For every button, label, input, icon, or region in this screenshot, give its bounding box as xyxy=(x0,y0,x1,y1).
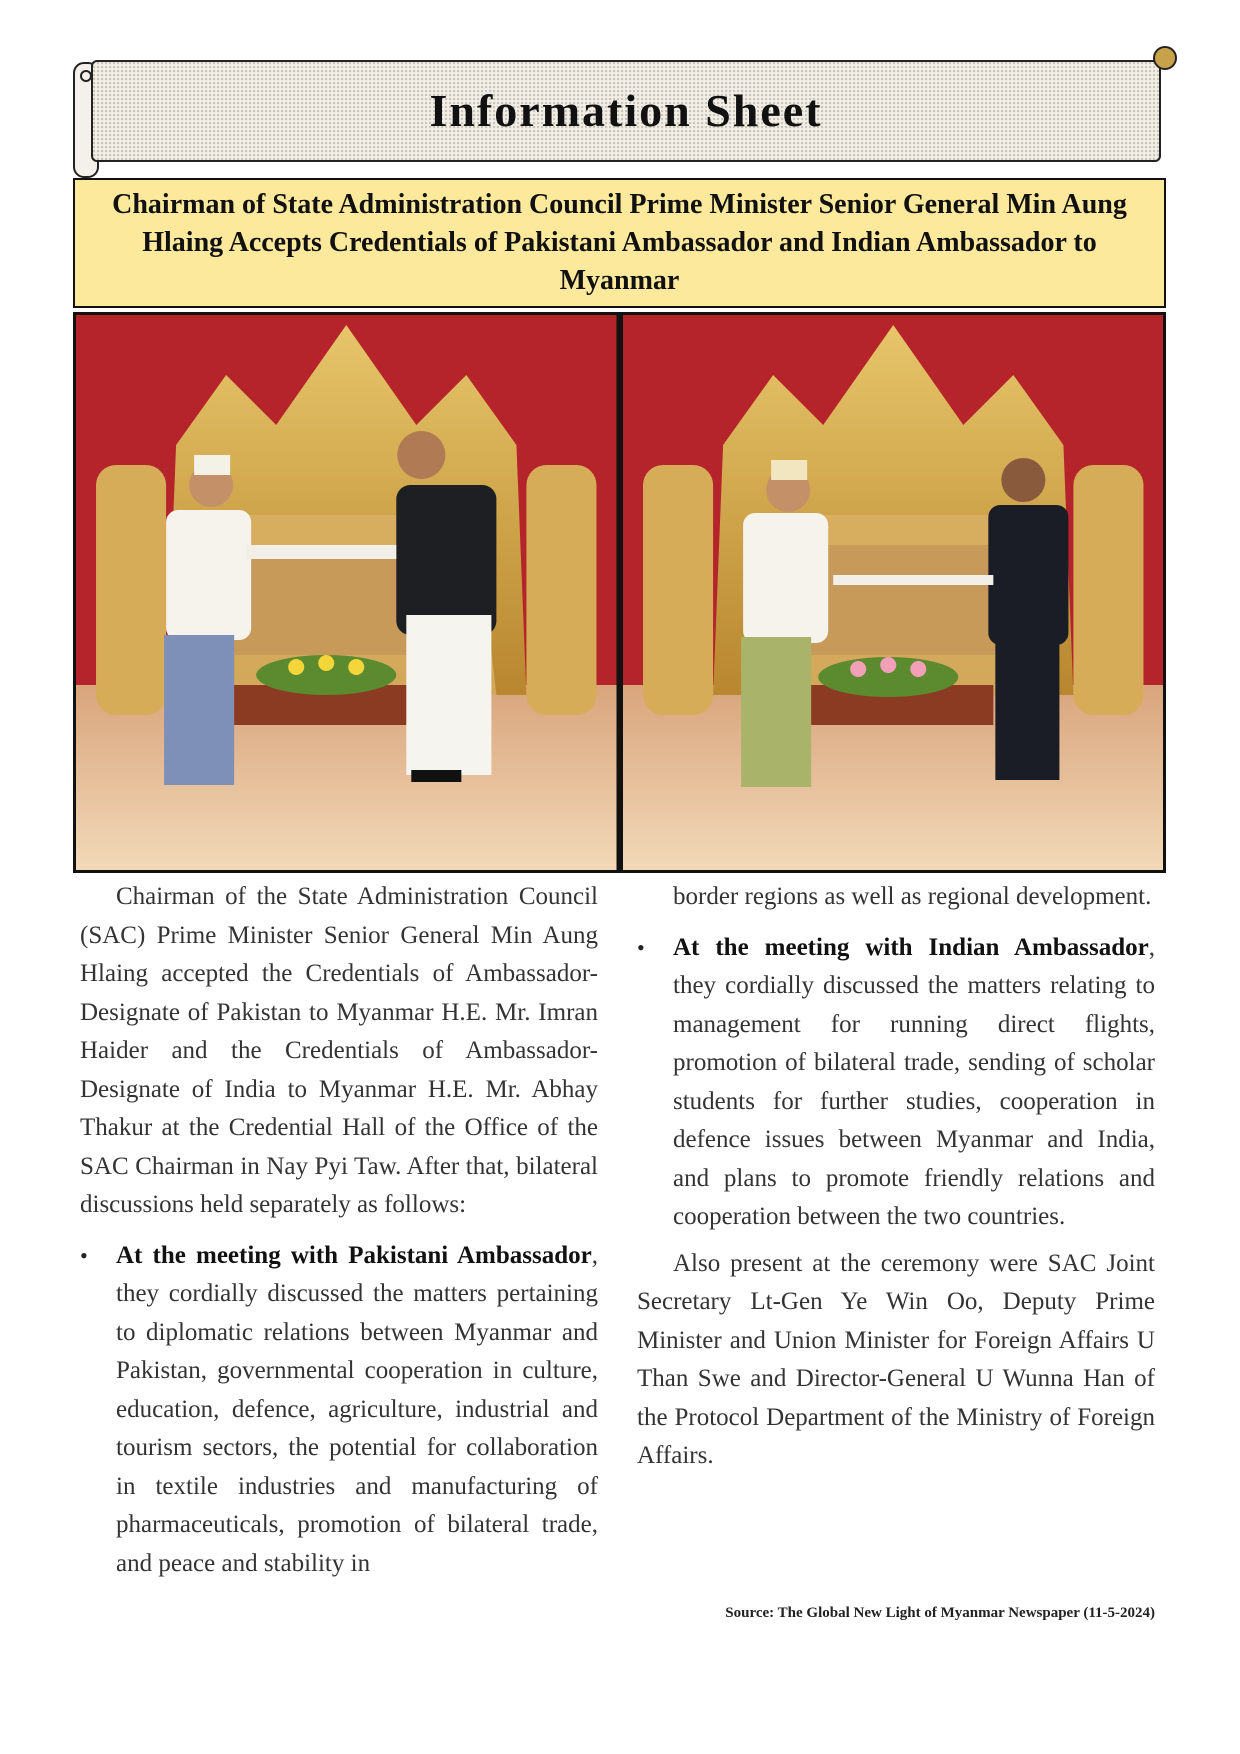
photo-indian-ambassador xyxy=(623,315,1164,870)
bullet-pakistan-continued: border regions as well as regional development. xyxy=(673,883,1152,910)
closing-paragraph: Also present at the ceremony were SAC Joint Secretary Lt-Gen Ye Win Oo, Deputy Prime Minister and Union Minister for Foreign Affairs U Than Swe and Director-General U Wunna Han of the Protocol Department of the Ministry of Foreign Affairs. xyxy=(637,1249,1155,1469)
bullet-pakistan xyxy=(80,1237,598,1584)
bullet-india-lead: At the meeting with Indian Ambassador xyxy=(673,933,1149,961)
bullet-pakistan-lead: At the meeting with Pakistani Ambassador xyxy=(116,1241,592,1269)
photo-strip xyxy=(73,312,1166,873)
source-credit: Source: The Global New Light of Myanmar Newspaper (11-5-2024) xyxy=(725,1605,1155,1621)
intro-paragraph: Chairman of the State Administration Council (SAC) Prime Minister Senior General Min Aung Hlaing accepted the Credentials of Ambassador-Designate of Pakistan to Myanmar H.E. Mr. Imran Haider and the Credentials of Ambassador-Designate of India to Myanmar H.E. Mr. Abhay Thakur at the Credential Hall of the Office of the SAC Chairman in Nay Pyi Taw. After that, bilateral discussions held separately as follows: xyxy=(80,883,598,1218)
bullet-india xyxy=(637,929,1155,1237)
scroll-curl-right xyxy=(1153,46,1177,70)
headline: Chairman of State Administration Council Prime Minister Senior General Min Aung Hlaing Accepts Credentials of Pakistani Ambassador and Indian Ambassador to Myanmar xyxy=(73,178,1166,308)
banner-body xyxy=(91,60,1161,162)
bullet-india-text: , they cordially discussed the matters relating to management for running direct flights, promotion of bilateral trade, sending of scholar students for further studies, cooperation in defence issues between Myanmar and India, and plans to promote friendly relations and cooperation between the two countries. xyxy=(673,933,1155,1230)
article-column-right xyxy=(637,878,1155,1476)
article-column-left xyxy=(80,878,598,1583)
page-title: Information Sheet xyxy=(429,85,823,136)
bullet-pakistan-text: , they cordially discussed the matters pertaining to diplomatic relations between Myanmar and Pakistan, governmental cooperation in culture, education, defence, agriculture, industrial and tourism sectors, the potential for collaboration in textile industries and manufacturing of pharmaceuticals, promotion of bilateral trade, and peace and stability in xyxy=(116,1241,598,1577)
title-banner xyxy=(73,60,1173,161)
photo-pakistani-ambassador xyxy=(76,315,617,870)
